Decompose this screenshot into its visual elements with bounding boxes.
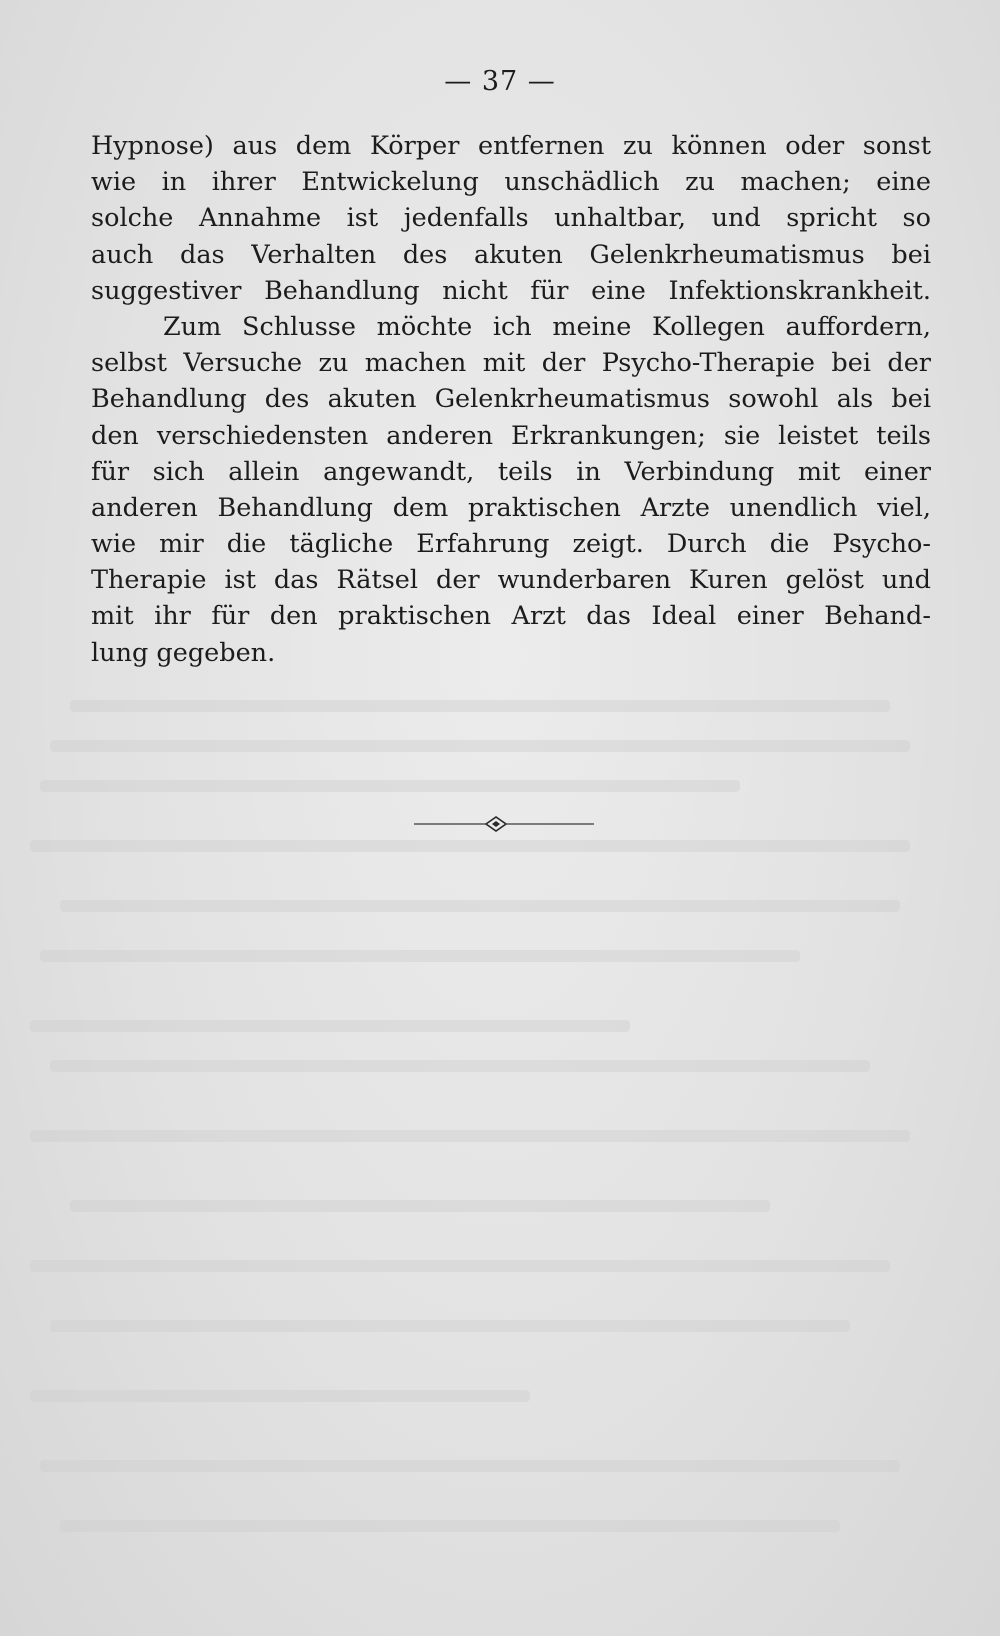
text-line: solche Annahme ist jedenfalls unhaltbar, und spricht so bbox=[91, 203, 931, 234]
page-number: — 37 — bbox=[444, 66, 556, 97]
text-line: Behandlung des akuten Gelenkrheumatismus sowohl als bei bbox=[91, 384, 931, 415]
text-line: Zum Schlusse möchte ich meine Kollegen auffordern, bbox=[163, 311, 931, 342]
text-line: auch das Verhalten des akuten Gelenkrheumatismus bei bbox=[91, 239, 931, 270]
text-line: wie mir die tägliche Erfahrung zeigt. Durch die Psycho- bbox=[91, 529, 931, 560]
text-line: lung gegeben. bbox=[91, 637, 276, 668]
text-line: mit ihr für den praktischen Arzt das Ideal einer Behand- bbox=[91, 601, 931, 632]
text-line: für sich allein angewandt, teils in Verbindung mit einer bbox=[91, 456, 931, 487]
diamond-rule-ornament-icon bbox=[414, 812, 594, 836]
text-line: Hypnose) aus dem Körper entfernen zu können oder sonst bbox=[91, 131, 931, 161]
text-line: selbst Versuche zu machen mit der Psycho-Therapie bei der bbox=[91, 348, 931, 379]
body-text bbox=[91, 128, 931, 671]
text-line: den verschiedensten anderen Erkrankungen; sie leistet teils bbox=[91, 420, 931, 451]
text-line: wie in ihrer Entwickelung unschädlich zu machen; eine bbox=[91, 167, 931, 198]
text-line: anderen Behandlung dem praktischen Arzte unendlich viel, bbox=[91, 492, 931, 523]
text-line: Therapie ist das Rätsel der wunderbaren Kuren gelöst und bbox=[91, 565, 931, 596]
text-line: suggestiver Behandlung nicht für eine Infektionskrankheit. bbox=[91, 275, 931, 306]
